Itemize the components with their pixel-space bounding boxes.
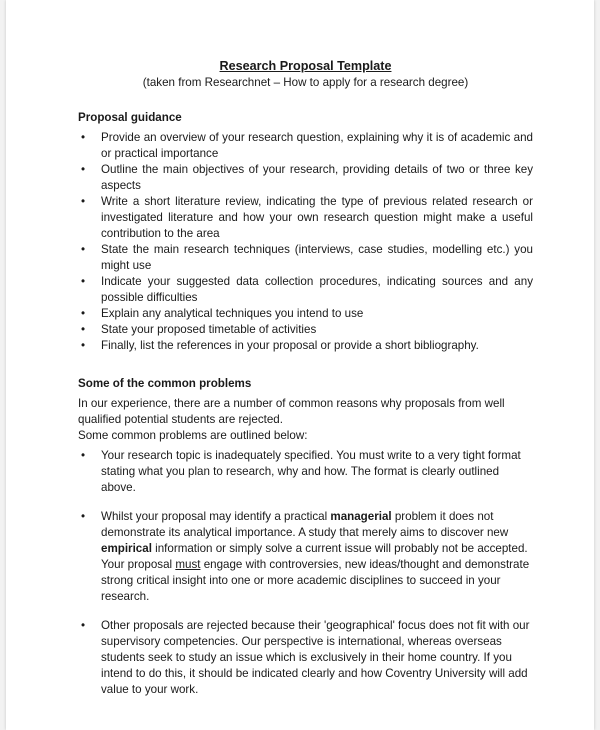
problem-text: Whilst your proposal may identify a practical	[101, 510, 331, 523]
problem-text: information or simply solve a current issue will probably not be accepted. Your proposal	[101, 542, 528, 571]
guidance-item: • Provide an overview of your research question, explaining why it is of academic and or practical importance	[78, 130, 533, 162]
guidance-item: • Outline the main objectives of your research, providing details of two or three key aspects	[78, 162, 533, 194]
problem-item: • Your research topic is inadequately specified. You must write to a very tight format stating what you plan to research, why and how. The format is clearly outlined above.	[78, 448, 533, 496]
emphasis-must: must	[175, 558, 201, 571]
problem-item: • Other proposals are rejected because their 'geographical' focus does not fit with our supervisory competencies. Our perspective is international, whereas overseas students seek to study an issue which is exclusively in their home country. If you intend to do this, it should be indicated clearly and how Coventry University will add value to your work.	[78, 618, 533, 698]
guidance-item: • Write a short literature review, indicating the type of previous related research or investigated literature and how your own research question might make a useful contribution to the area	[78, 194, 533, 242]
guidance-item: • Explain any analytical techniques you intend to use	[78, 306, 533, 322]
problem-text: engage with controversies, new ideas/thought and demonstrate strong critical insight into one or more academic disciplines to succeed in your research.	[101, 558, 530, 603]
emphasis-empirical: empirical	[101, 542, 152, 555]
problem-item	[78, 509, 533, 605]
guidance-item: • Indicate your suggested data collection procedures, indicating sources and any possible difficulties	[78, 274, 533, 306]
document-subtitle: (taken from Researchnet – How to apply for a research degree)	[142, 76, 469, 89]
problem-text: problem it does not demonstrate its analytical importance. A study that merely aims to discover new	[101, 510, 509, 539]
problems-outlined-paragraph: Some common problems are outlined below:	[78, 429, 308, 442]
document-body	[78, 58, 533, 698]
problems-intro-paragraph: In our experience, there are a number of common reasons why proposals from well qualified potential students are rejected.	[78, 397, 505, 426]
guidance-item: • Finally, list the references in your proposal or provide a short bibliography.	[78, 338, 533, 354]
document-page	[6, 0, 594, 730]
proposal-guidance-list	[78, 130, 533, 354]
proposal-guidance-heading: Proposal guidance	[78, 111, 182, 124]
document-title: Research Proposal Template	[219, 59, 392, 73]
common-problems-heading: Some of the common problems	[78, 377, 252, 390]
common-problems-list	[78, 448, 533, 698]
emphasis-managerial: managerial	[330, 510, 392, 523]
guidance-item: • State your proposed timetable of activities	[78, 322, 533, 338]
guidance-item: • State the main research techniques (interviews, case studies, modelling etc.) you might use	[78, 242, 533, 274]
